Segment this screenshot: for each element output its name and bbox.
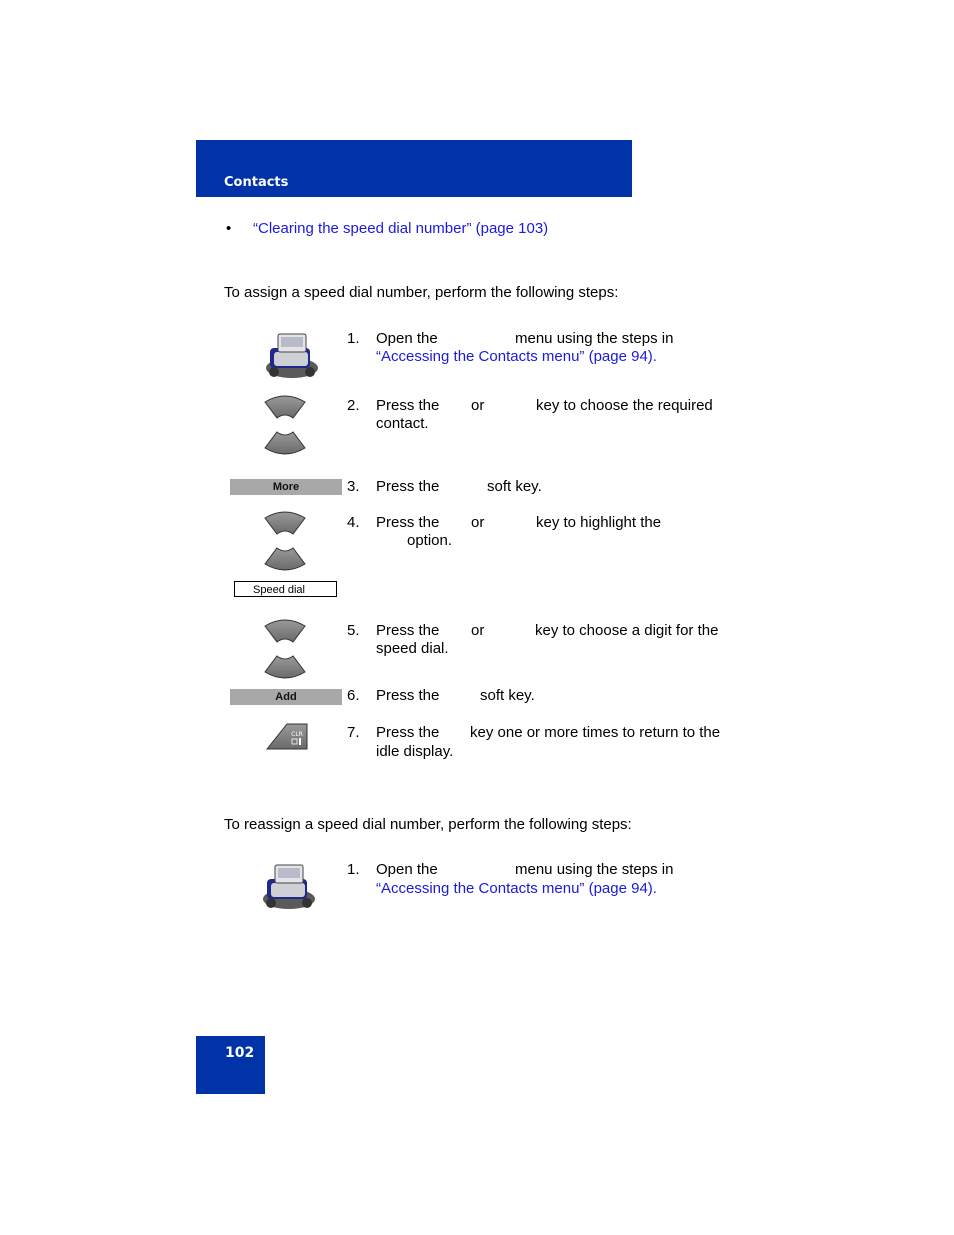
step-1-text-a: Open the [376, 330, 438, 347]
reassign-step-1-number: 1. [347, 861, 360, 878]
assign-intro: To assign a speed dial number, perform the following steps: [224, 284, 619, 301]
reassign-step-1-text-b: menu using the steps in [515, 861, 674, 878]
step-3-text-b: soft key. [487, 478, 542, 495]
navigation-down-key-icon [263, 654, 307, 682]
contacts-phone-icon [263, 330, 321, 380]
step-5-or: or [471, 622, 485, 639]
step-6-number: 6. [347, 687, 360, 704]
page-number: 102 [225, 1045, 255, 1061]
step-5-text-b: key to choose a digit for the [535, 622, 719, 639]
header-bar [196, 140, 632, 197]
step-5-number: 5. [347, 622, 360, 639]
contacts-phone-icon [260, 861, 318, 911]
step-2-text-b: key to choose the required [536, 397, 713, 414]
clear-key-icon [265, 722, 309, 750]
navigation-down-key-icon [263, 546, 307, 574]
add-softkey: Add [230, 689, 342, 705]
navigation-up-key-icon [263, 616, 307, 644]
step-3-text-a: Press the [376, 478, 440, 495]
step-7-number: 7. [347, 724, 360, 741]
page-number-box [196, 1036, 265, 1094]
step-7-text-a: Press the [376, 724, 440, 741]
reassign-accessing-contacts-link[interactable]: “Accessing the Contacts menu” (page 94). [376, 880, 657, 897]
accessing-contacts-link[interactable]: “Accessing the Contacts menu” (page 94). [376, 348, 657, 365]
step-6-text-b: soft key. [480, 687, 535, 704]
step-3-number: 3. [347, 478, 360, 495]
step-7-text-b: key one or more times to return to the [470, 724, 721, 741]
bullet-marker: • [226, 220, 232, 237]
reassign-intro: To reassign a speed dial number, perform the following steps: [224, 816, 632, 833]
speed-dial-menu-option: Speed dial [234, 581, 337, 597]
more-softkey: More [230, 479, 342, 495]
step-2-number: 2. [347, 397, 360, 414]
step-4-text-b: key to highlight the [536, 514, 662, 531]
navigation-up-key-icon [263, 392, 307, 420]
section-title: Contacts [224, 175, 289, 190]
clearing-speed-dial-link[interactable]: “Clearing the speed dial number” (page 103) [253, 220, 549, 237]
step-6-text-a: Press the [376, 687, 440, 704]
step-2-text-c: contact. [376, 415, 429, 432]
step-5-text-c: speed dial. [376, 640, 449, 657]
step-1-text-b: menu using the steps in [515, 330, 674, 347]
step-4-number: 4. [347, 514, 360, 531]
step-2-or: or [471, 397, 485, 414]
step-5-text-a: Press the [376, 622, 440, 639]
reassign-step-1-text-a: Open the [376, 861, 438, 878]
step-4-text-a: Press the [376, 514, 440, 531]
navigation-down-key-icon [263, 430, 307, 458]
step-2-text-a: Press the [376, 397, 440, 414]
step-7-text-c: idle display. [376, 743, 454, 760]
step-1-number: 1. [347, 330, 360, 347]
navigation-up-key-icon [263, 508, 307, 536]
step-4-or: or [471, 514, 485, 531]
step-4-text-c: option. [407, 532, 453, 549]
clear-key-label: CLR [291, 731, 303, 738]
